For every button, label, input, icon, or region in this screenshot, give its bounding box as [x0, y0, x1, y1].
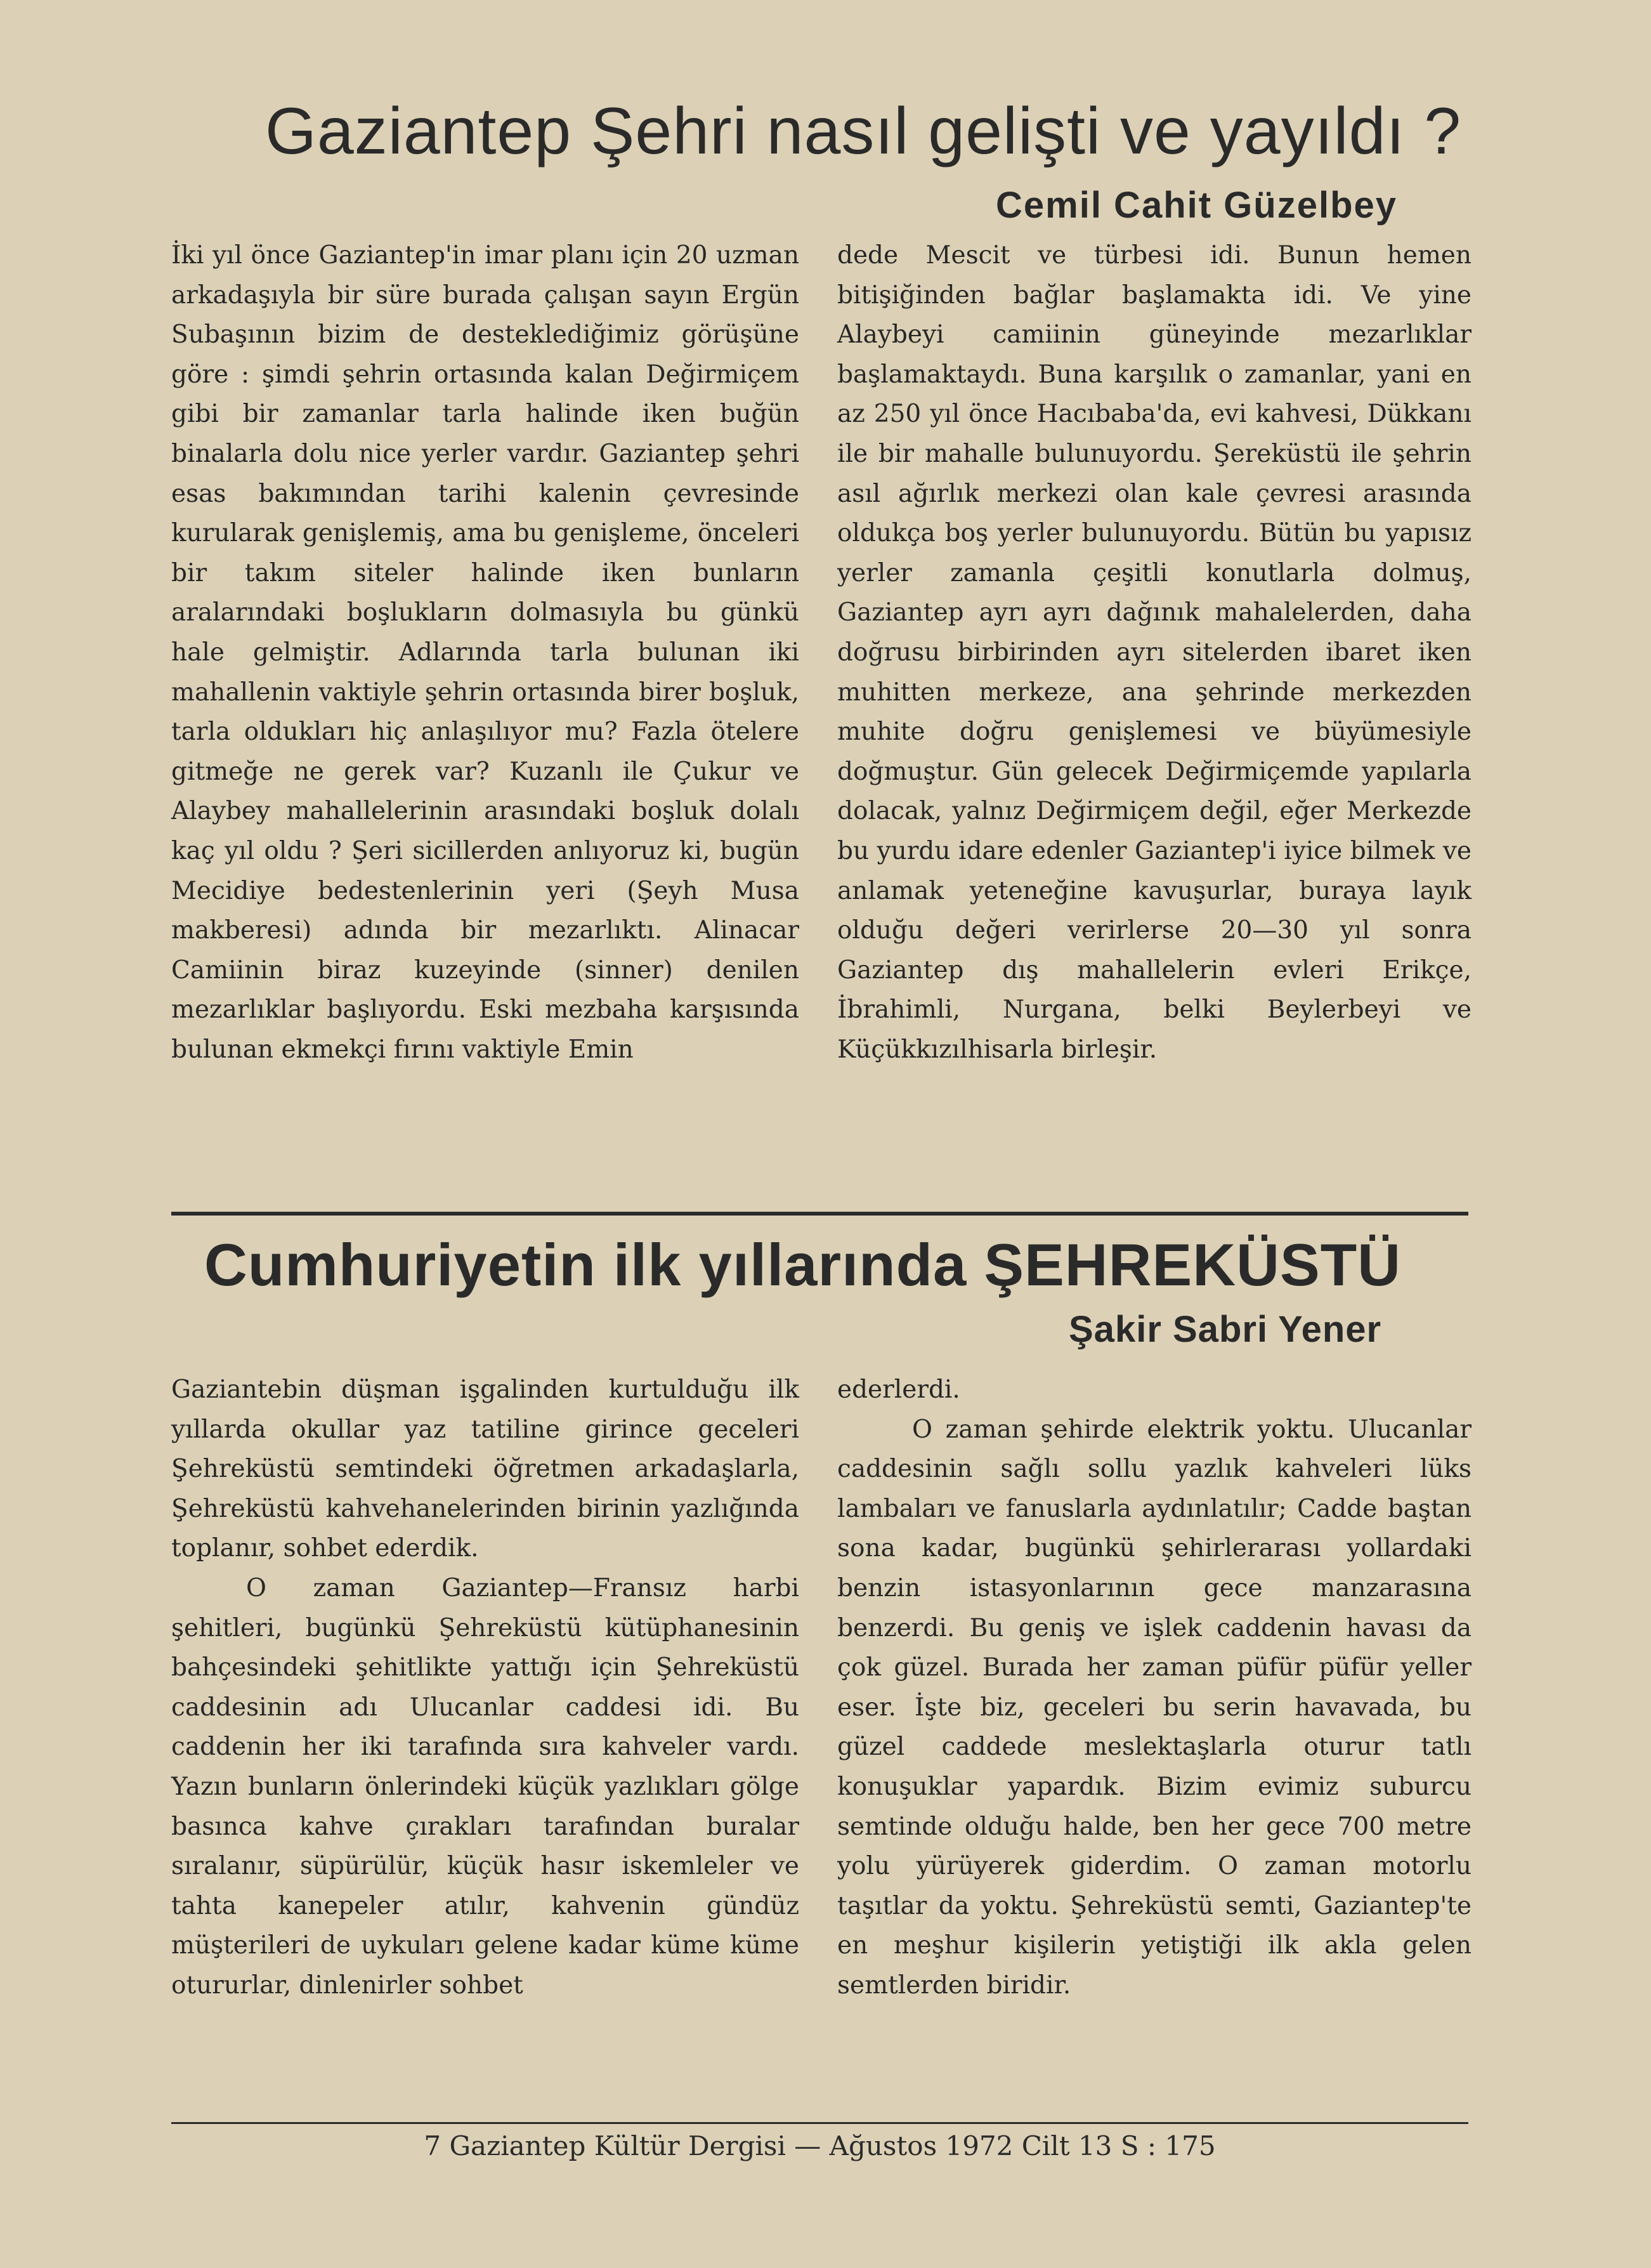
- article-2-title: Cumhuriyetin ilk yıllarında ŞEHREKÜSTÜ: [204, 1231, 1402, 1298]
- article-2-left-column: [171, 1370, 799, 2006]
- article-2-author: Şakir Sabri Yener: [1069, 1309, 1382, 1350]
- section-divider: [171, 1212, 1468, 1216]
- article-2-right-paragraph-1: ederlerdi.: [837, 1375, 960, 1404]
- footer-rule: [171, 2122, 1468, 2124]
- article-1-title: Gaziantep Şehri nasıl gelişti ve yayıldı ?: [265, 95, 1462, 168]
- article-1-left-text: İki yıl önce Gaziantep'in imar planı için 20 uzman arkadaşıyla bir süre burada çalışan sayın Ergün Subaşının bizim de desteklediğimiz görüşüne göre : şimdi şehrin ortasında kalan Değirmiçem gibi bir zamanlar tarla halinde iken buğün binalarla dolu nice yerler vardır. Gaziantep şehri esas bakımından tarihi kalenin çevresinde kurularak genişlemiş, ama bu genişleme, önceleri bir takım siteler halinde iken bunların aralarındaki boşlukların dolmasıyla bu günkü hale gelmiştir. Adlarında tarla bulunan iki mahallenin vaktiyle şehrin ortasında birer boşluk, tarla oldukları hiç anlaşılıyor mu? Fazla ötelere gitmeğe ne gerek var? Kuzanlı ile Çukur ve Alaybey mahallelerinin arasındaki boşluk dolalı kaç yıl oldu ? Şeri sicillerden anlıyoruz ki, bugün Mecidiye bedestenlerinin yeri (Şeyh Musa makberesi) adında bir mezarlıktı. Alinacar Camiinin biraz kuzeyinde (sinner) denilen mezarlıklar başlıyordu. Eski mezbaha karşısında bulunan ekmekçi fırını vaktiyle Emin: [171, 241, 799, 1064]
- article-1-right-column: [837, 236, 1472, 1070]
- page-footer: 7 Gaziantep Kültür Dergisi — Ağustos 1972 Cilt 13 S : 175: [424, 2130, 1216, 2161]
- article-2-right-column: [837, 1370, 1472, 2006]
- article-1-right-text: dede Mescit ve türbesi idi. Bunun hemen bitişiğinden bağlar başlamakta idi. Ve yine Alaybeyi camiinin güneyinde mezarlıklar başlamaktaydı. Buna karşılık o zamanlar, yani en az 250 yıl önce Hacıbaba'da, evi kahvesi, Dükkanı ile bir mahalle bulunuyordu. Şereküstü ile şehrin asıl ağırlık merkezi olan kale çevresi arasında oldukça boş yerler bulunuyordu. Bütün bu yapısız yerler zamanla çeşitli konutlarla dolmuş, Gaziantep ayrı ayrı dağınık mahalelerden, daha doğrusu birbirinden ayrı sitelerden ibaret iken muhitten merkeze, ana şehrinde merkezden muhite doğru genişlemesi ve büyümesiyle doğmuştur. Gün gelecek Değirmiçemde yapılarla dolacak, yalnız Değirmiçem değil, eğer Merkezde bu yurdu idare edenler Gaziantep'i iyice bilmek ve anlamak yeteneğine kavuşurlar, buraya layık olduğu değeri verirlerse 20—30 yıl sonra Gaziantep dış mahallelerin evleri Erikçe, İbrahimli, Nurgana, belki Beylerbeyi ve Küçükkızılhisarla birleşir.: [837, 241, 1472, 1064]
- article-1-author: Cemil Cahit Güzelbey: [996, 185, 1398, 226]
- article-1-left-column: [171, 236, 799, 1070]
- article-2-right-paragraph-2: O zaman şehirde elektrik yoktu. Ulucanlar caddesinin sağlı sollu yazlık kahveleri lüks lambaları ve fanuslarla aydınlatılır; Cadde baştan sona kadar, bugünkü şehirlerarası yollardaki benzin istasyonlarının gece manzarasına benzerdi. Bu geniş ve işlek caddenin havası da çok güzel. Burada her zaman püfür püfür yeller eser. İşte biz, geceleri bu serin havavada, bu güzel caddede meslektaşlarla oturur tatlı konuşuklar yapardık. Bizim evimiz suburcu semtinde olduğu halde, ben her gece 700 metre yolu yürüyerek giderdim. O zaman motorlu taşıtlar da yoktu. Şehreküstü semti, Gaziantep'te en meşhur kişilerin yetiştiği ilk akla gelen semtlerden biridir.: [837, 1415, 1472, 2000]
- article-2-left-paragraph-2: O zaman Gaziantep—Fransız harbi şehitleri, bugünkü Şehreküstü kütüphanesinin bahçesindeki şehitlikte yattığı için Şehreküstü caddesinin adı Ulucanlar caddesi idi. Bu caddenin her iki tarafında sıra kahveler vardı. Yazın bunların önlerindeki küçük yazlıkları gölge basınca kahve çırakları tarafından buralar sıralanır, süpürülür, küçük hasır iskemleler ve tahta kanepeler atılır, kahvenin gündüz müşterileri de uykuları gelene kadar küme küme otururlar, dinlenirler sohbet: [171, 1573, 799, 2000]
- article-2-left-paragraph-1: Gaziantebin düşman işgalinden kurtulduğu ilk yıllarda okullar yaz tatiline girince geceleri Şehreküstü semtindeki öğretmen arkadaşlarla, Şehreküstü kahvehanelerinden birinin yazlığında toplanır, sohbet ederdik.: [171, 1375, 799, 1563]
